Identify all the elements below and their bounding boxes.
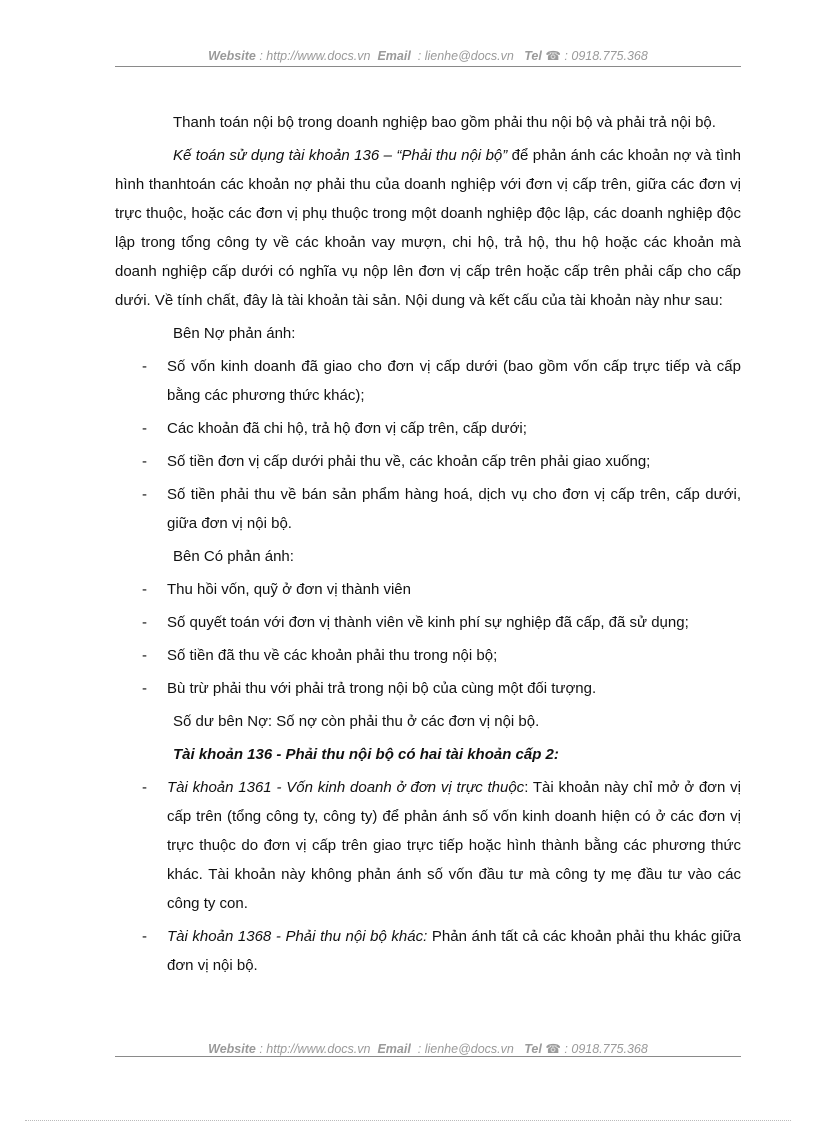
credit-heading: Bên Có phản ánh: [173,548,294,565]
footer-tel-label: Tel [524,1042,542,1056]
list-item-text: Số vốn kinh doanh đã giao cho đơn vị cấp dưới (bao gồm vốn cấp trực tiếp và cấp bằng các phương thức khác); [167,358,741,404]
phone-icon: ☎ [545,49,561,63]
sub-account-text: : Tài khoản này chỉ mở ở đơn vị cấp trên (tổng công ty, công ty) để phản ánh số vốn kinh doanh hiện có ở các đơn vị trực thuộc do đơn vị cấp trên giao trực tiếp hoặc hình thành bằng các phương thức khác. Tài khoản này không phản ánh số vốn đầu tư mà công ty mẹ đầu tư vào các công ty con. [167,779,741,912]
list-item-text: Số tiền đơn vị cấp dưới phải thu về, các khoản cấp trên phải giao xuống; [167,453,651,470]
list-item [115,575,741,604]
list-item-text: Bù trừ phải thu với phải trả trong nội bộ của cùng một đối tượng. [167,680,597,697]
debit-heading: Bên Nợ phản ánh: [173,325,296,342]
account-136-title: Kế toán sử dụng tài khoản 136 – “Phải thu nội bộ” [173,147,508,164]
dash-bullet: - [142,420,147,437]
page-edge-dotted-line [25,1120,791,1121]
list-item-text: Thu hồi vốn, quỹ ở đơn vị thành viên [167,581,411,598]
dash-bullet: - [142,779,147,796]
list-item-text: Số tiền đã thu về các khoản phải thu trong nội bộ; [167,647,498,664]
credit-list [115,575,741,703]
dash-bullet: - [142,486,147,503]
sub-account-title: Tài khoản 1368 - Phải thu nội bộ khác: [167,928,428,945]
list-item [115,447,741,476]
paragraph-intro: Thanh toán nội bộ trong doanh nghiệp bao gồm phải thu nội bộ và phải trả nội bộ. [173,114,716,131]
sub-accounts-heading: Tài khoản 136 - Phải thu nội bộ có hai tài khoản cấp 2: [173,746,559,763]
sub-accounts-list [115,773,741,980]
document-body [115,108,741,984]
list-item [115,641,741,670]
dash-bullet: - [142,358,147,375]
dash-bullet: - [142,614,147,631]
header-website-label: Website [208,49,256,63]
phone-icon: ☎ [545,1042,561,1056]
dash-bullet: - [142,680,147,697]
list-item [115,414,741,443]
sub-account-title: Tài khoản 1361 - Vốn kinh doanh ở đơn vị trực thuộc [167,779,525,796]
footer-tel-value: : 0918.775.368 [564,1042,648,1056]
footer-email-label: Email [377,1042,411,1056]
dash-bullet: - [142,647,147,664]
header-tel-label: Tel [524,49,542,63]
dash-bullet: - [142,453,147,470]
list-item [115,480,741,538]
footer-rule [115,1056,741,1057]
page-header [115,48,741,63]
list-item [115,352,741,410]
list-item-text: Số quyết toán với đơn vị thành viên về kinh phí sự nghiệp đã cấp, đã sử dụng; [167,614,689,631]
list-item [115,674,741,703]
list-item-text: Số tiền phải thu về bán sản phẩm hàng hoá, dịch vụ cho đơn vị cấp trên, cấp dưới, giữa đơn vị nội bộ. [167,486,741,532]
dash-bullet: - [142,928,147,945]
list-item [115,922,741,980]
debit-list [115,352,741,538]
page-footer [115,1041,741,1056]
header-email-label: Email [377,49,411,63]
footer-email-value: : lienhe@docs.vn [417,1042,514,1056]
list-item [115,608,741,637]
sub-account-text: Phản ánh tất cả các khoản phải thu khác giữa đơn vị nội bộ. [167,928,741,974]
header-website-value: : http://www.docs.vn [259,49,371,63]
dash-bullet: - [142,581,147,598]
list-item [115,773,741,918]
header-email-value: : lienhe@docs.vn [417,49,514,63]
paragraph-account-136 [115,141,741,315]
footer-website-label: Website [208,1042,256,1056]
debit-balance: Số dư bên Nợ: Số nợ còn phải thu ở các đơn vị nội bộ. [173,713,540,730]
account-136-description: để phản ánh các khoản nợ và tình hình thanhtoán các khoản nợ phải thu của doanh nghiệp với đơn vị cấp trên, giữa các đơn vị trực thuộc, hoặc các đơn vị phụ thuộc trong một doanh nghiệp độc lập, các doanh nghiệp độc lập trong tổng công ty về các khoản vay mượn, chi hộ, trả hộ, thu hộ hoặc các khoản mà doanh nghiệp cấp dưới có nghĩa vụ nộp lên đơn vị cấp trên hoặc cấp trên phải cấp cho cấp dưới. Về tính chất, đây là tài khoản tài sản. Nội dung và kết cấu của tài khoản này như sau: [115,147,741,309]
footer-website-value: : http://www.docs.vn [259,1042,371,1056]
header-tel-value: : 0918.775.368 [564,49,648,63]
header-rule [115,66,741,67]
list-item-text: Các khoản đã chi hộ, trả hộ đơn vị cấp trên, cấp dưới; [167,420,527,437]
